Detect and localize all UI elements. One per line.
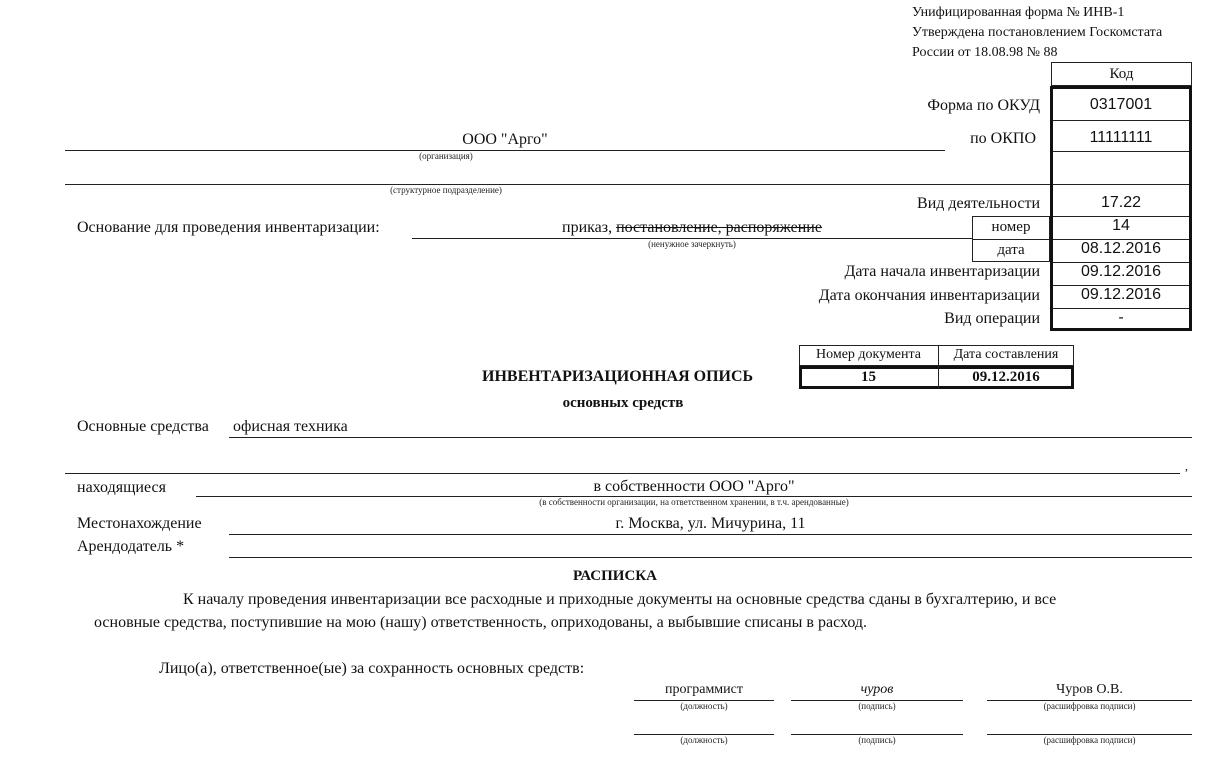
doc-date-value: 09.12.2016 — [972, 369, 1040, 385]
location-status-caption: (в собственности организации, на ответственном хранении, в т.ч. арендованные) — [539, 497, 849, 507]
signature-caption-2: (подпись) — [858, 735, 896, 745]
operation-label: Вид операции — [944, 310, 1040, 327]
operation-value: - — [1118, 309, 1124, 326]
okpo-value: 11111111 — [1089, 129, 1153, 146]
okud-label: Форма по ОКУД — [927, 97, 1040, 114]
signer-name: Чуров О.В. — [1056, 682, 1123, 697]
end-date-value: 09.12.2016 — [1080, 286, 1162, 303]
okpo-label: по ОКПО — [970, 130, 1036, 147]
document-title: ИНВЕНТАРИЗАЦИОННАЯ ОПИСЬ — [482, 368, 754, 385]
assets-label: Основные средства — [77, 418, 209, 435]
signature-caption: (подпись) — [858, 701, 896, 711]
place-value: г. Москва, ул. Мичурина, 11 — [615, 515, 806, 532]
place-label: Местонахождение — [77, 515, 202, 532]
doc-number-value: 15 — [861, 369, 876, 385]
continuation-comma: , — [1185, 459, 1188, 473]
form-header-line2: Утверждена постановлением Госкомстата — [912, 25, 1163, 40]
receipt-text-line1: К началу проведения инвентаризации все расходные и приходные документы на основные средства сданы в бухгалтерию, и все — [183, 591, 1057, 608]
start-date-label: Дата начала инвентаризации — [844, 263, 1040, 280]
organization-name: ООО "Арго" — [462, 131, 548, 148]
activity-label: Вид деятельности — [917, 195, 1040, 212]
document-subtitle: основных средств — [562, 395, 684, 411]
order-date-label: дата — [997, 242, 1025, 258]
doc-number-header: Номер документа — [815, 347, 922, 362]
form-header-line1: Унифицированная форма № ИНВ-1 — [912, 5, 1125, 20]
end-date-label: Дата окончания инвентаризации — [818, 287, 1040, 304]
doc-number-table — [799, 345, 1074, 389]
order-number-value: 14 — [1112, 217, 1130, 234]
organization-caption: (организация) — [419, 151, 473, 161]
responsible-persons-label: Лицо(а), ответственное(ые) за сохранность основных средств: — [159, 660, 585, 677]
activity-value: 17.22 — [1100, 194, 1142, 211]
order-date-value: 08.12.2016 — [1080, 240, 1162, 257]
code-header: Код — [1051, 62, 1192, 86]
assets-value: офисная техника — [233, 418, 348, 435]
basis-struck: постановление, распоряжение — [616, 219, 822, 236]
position-caption: (должность) — [680, 701, 728, 711]
form-header-line3: России от 18.08.98 № 88 — [912, 45, 1058, 60]
signer-position: программист — [665, 682, 743, 697]
subdivision-caption: (структурное подразделение) — [390, 185, 502, 195]
receipt-text-line2: основные средства, поступившие на мою (нашу) ответственность, оприходованы, а выбывшие списаны в расход. — [94, 614, 868, 631]
basis-value — [412, 219, 972, 237]
name-caption-2: (расшифровка подписи) — [1043, 735, 1136, 745]
start-date-value: 09.12.2016 — [1080, 263, 1162, 280]
location-status-label: находящиеся — [77, 479, 166, 496]
okud-value: 0317001 — [1089, 96, 1153, 113]
receipt-title: РАСПИСКА — [572, 568, 658, 584]
order-number-label: номер — [991, 219, 1031, 235]
basis-label: Основание для проведения инвентаризации: — [77, 219, 380, 236]
position-caption-2: (должность) — [680, 735, 728, 745]
name-caption: (расшифровка подписи) — [1043, 701, 1136, 711]
lessor-label: Арендодатель * — [77, 538, 185, 555]
location-status-value: в собственности ООО "Арго" — [593, 478, 795, 495]
signer-signature: чуров — [860, 682, 894, 697]
doc-date-header: Дата составления — [953, 347, 1059, 362]
basis-kept: приказ, — [562, 219, 617, 236]
basis-caption: (ненужное зачеркнуть) — [648, 239, 736, 249]
